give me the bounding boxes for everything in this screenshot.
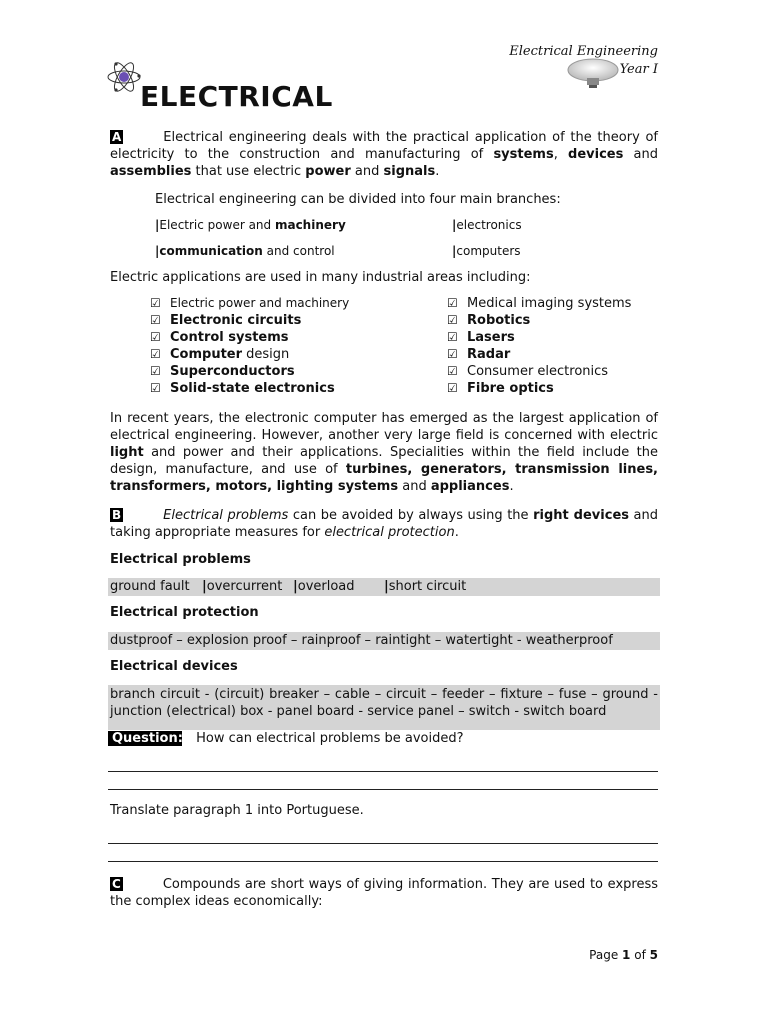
- checkbox-checked-icon: ☑: [150, 347, 161, 361]
- answer-line: [108, 861, 658, 862]
- checkbox-checked-icon: ☑: [447, 330, 458, 344]
- page-number: Page 1 of 5: [589, 948, 658, 962]
- checkbox-checked-icon: ☑: [447, 296, 458, 310]
- devices-box: branch circuit - (circuit) breaker – cable – circuit – feeder – fixture – fuse – ground - junction (electrical) box - panel board - service panel – switch - switch board: [108, 685, 660, 730]
- checkbox-checked-icon: ☑: [150, 381, 161, 395]
- checkbox-checked-icon: ☑: [150, 330, 161, 344]
- checkbox-checked-icon: ☑: [447, 347, 458, 361]
- problem-item: |overcurrent: [202, 579, 283, 594]
- application-item: ☑ Superconductors: [150, 364, 295, 379]
- apps-list-right: [447, 295, 631, 397]
- section-c-text: Compounds are short ways of giving information. They are used to express the complex ideas economically:: [110, 877, 658, 909]
- lamp-icon: [566, 56, 620, 90]
- recent-years-paragraph: In recent years, the electronic computer has emerged as the largest application of electrical engineering. However, another very large field is concerned with electric light and power and their applications. Specialities within the field include the design, manufacture, and use of turbines, generators, transmission lines, transformers, motors, lighting systems and appliances.: [110, 411, 658, 494]
- application-item: ☑ Radar: [447, 347, 511, 362]
- section-b-intro-text: Electrical problems can be avoided by always using the right devices and taking appropriate measures for electrical protection.: [110, 508, 659, 540]
- section-a-marker: A: [112, 130, 122, 144]
- application-item: ☑ Lasers: [447, 330, 515, 345]
- application-item: ☑ Electric power and machinery: [150, 296, 350, 310]
- subject-header: Electrical Engineering: [509, 44, 658, 59]
- section-a-intro-text: Electrical engineering deals with the practical application of the theory of electricity to the construction and manufacturing of systems, devices and assemblies that use electric power and signals.: [110, 130, 658, 179]
- application-item: ☑ Robotics: [447, 313, 531, 328]
- problem-item: ground fault: [110, 579, 190, 594]
- answer-line: [108, 771, 658, 772]
- problems-box: [108, 578, 660, 596]
- checkbox-checked-icon: ☑: [150, 296, 161, 310]
- checkbox-checked-icon: ☑: [447, 313, 458, 327]
- translate-instruction: Translate paragraph 1 into Portuguese.: [110, 803, 364, 818]
- protection-box: dustproof – explosion proof – rainproof – raintight – watertight - weatherproof: [108, 632, 660, 650]
- answer-line: [108, 843, 658, 844]
- checkbox-checked-icon: ☑: [447, 381, 458, 395]
- checkbox-checked-icon: ☑: [150, 313, 161, 327]
- section-c-intro: [110, 876, 658, 910]
- application-item: ☑ Control systems: [150, 330, 289, 345]
- protection-heading: Electrical protection: [110, 605, 259, 620]
- page-title: ELECTRICAL: [140, 80, 333, 113]
- question-label: Question:: [108, 731, 182, 746]
- branch-item: |Electric power and machinery: [155, 218, 346, 232]
- application-item: ☑ Fibre optics: [447, 381, 554, 396]
- problem-item: |overload: [293, 579, 355, 594]
- application-item: ☑ Consumer electronics: [447, 364, 609, 379]
- branches-intro: Electrical engineering can be divided into four main branches:: [155, 192, 561, 207]
- atom-logo-icon: [106, 60, 142, 94]
- problem-item: |short circuit: [384, 579, 467, 594]
- application-item: ☑ Electronic circuits: [150, 313, 302, 328]
- year-header: Year I: [619, 62, 658, 77]
- devices-heading: Electrical devices: [110, 659, 238, 674]
- branch-item: |electronics: [452, 218, 522, 232]
- checkbox-checked-icon: ☑: [447, 364, 458, 378]
- answer-line: [108, 789, 658, 790]
- branch-item: |computers: [452, 244, 521, 258]
- application-item: ☑ Medical imaging systems: [447, 296, 632, 311]
- problems-heading: Electrical problems: [110, 552, 251, 567]
- question-text: How can electrical problems be avoided?: [196, 731, 464, 746]
- apps-intro: Electric applications are used in many industrial areas including:: [110, 270, 531, 285]
- section-a-intro: [110, 129, 658, 180]
- branch-item: |communication and control: [155, 244, 335, 258]
- section-c-marker: C: [112, 877, 121, 891]
- checkbox-checked-icon: ☑: [150, 364, 161, 378]
- section-b-marker: B: [112, 508, 122, 522]
- question-row: [108, 731, 464, 746]
- section-b-intro: [110, 507, 658, 541]
- application-item: ☑ Computer design: [150, 347, 290, 362]
- apps-list-left: [150, 295, 349, 397]
- application-item: ☑ Solid-state electronics: [150, 381, 335, 396]
